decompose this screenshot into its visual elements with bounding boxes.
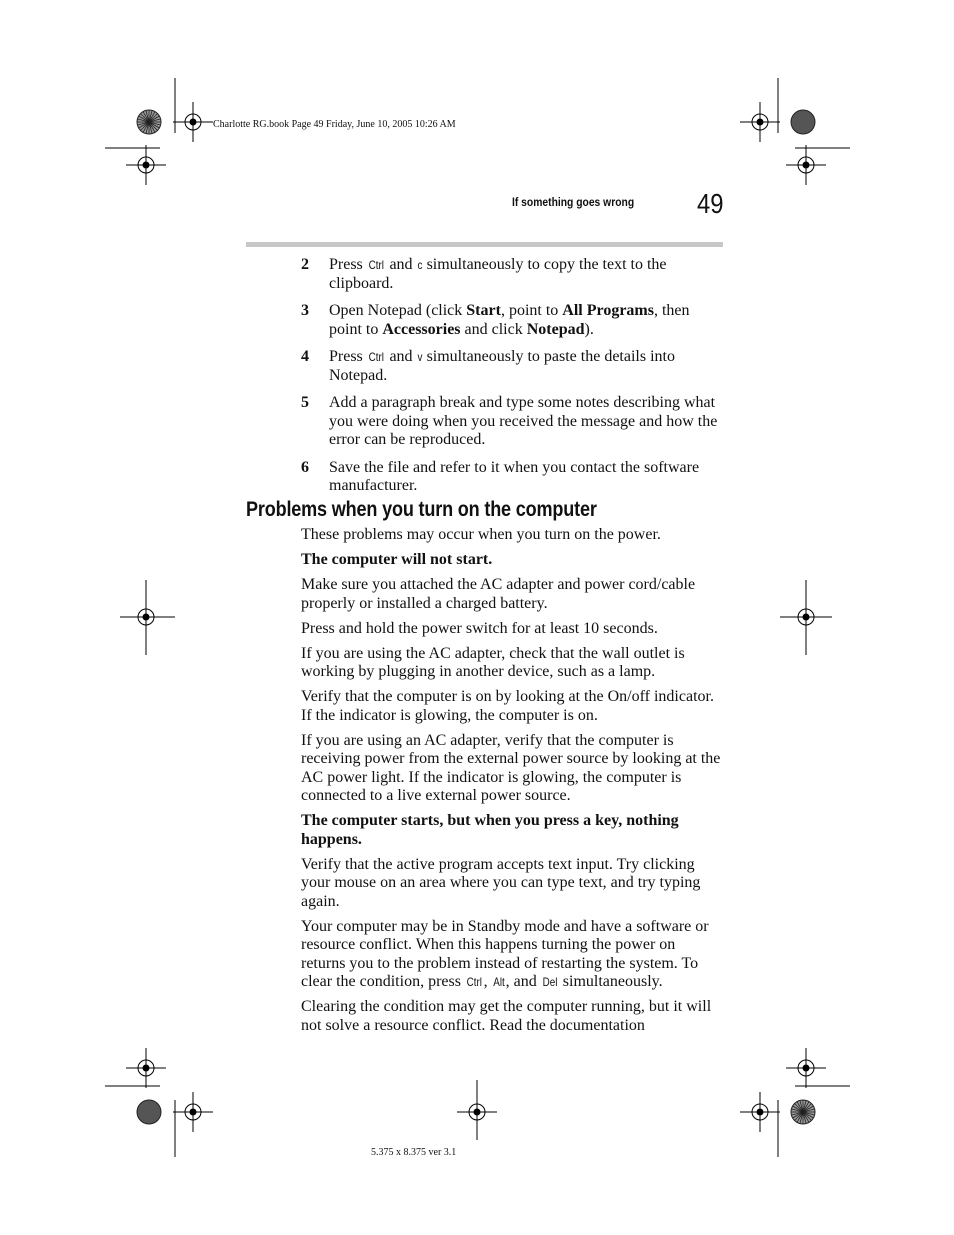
step-item xyxy=(301,459,723,496)
key-name: Ctrl xyxy=(368,350,384,364)
step-number: 3 xyxy=(301,302,309,319)
book-slug: Charlotte RG.book Page 49 Friday, June 10, 2005 10:26 AM xyxy=(213,119,456,130)
step-number: 4 xyxy=(301,348,309,365)
step-item xyxy=(301,394,723,450)
key-name: v xyxy=(417,350,423,364)
color-target-solid xyxy=(791,110,815,134)
registration-crosshair xyxy=(126,145,166,185)
step-item xyxy=(301,302,723,339)
running-header: If something goes wrong xyxy=(512,195,635,209)
key-name: Ctrl xyxy=(368,258,384,272)
registration-crosshair xyxy=(786,1048,826,1088)
step-text: Open Notepad (click Start, point to All Programs, then point to Accessories and click Notepad). xyxy=(329,302,690,338)
key-name: Del xyxy=(542,975,558,989)
section-heading: Problems when you turn on the computer xyxy=(246,498,597,521)
paragraph: If you are using an AC adapter, verify that the computer is receiving power from the external power source by looking at the AC power light. If the indicator is glowing, the computer is connected to a live external power source. xyxy=(301,731,721,804)
step-number: 2 xyxy=(301,256,309,273)
step-number: 6 xyxy=(301,458,309,476)
section-body xyxy=(301,526,723,1042)
trim-size-footer: 5.375 x 8.375 ver 3.1 xyxy=(371,1147,457,1158)
paragraph: These problems may occur when you turn on the power. xyxy=(301,526,661,543)
step-text: Add a paragraph break and type some notes describing what you were doing when you received the message and how the error can be reproduced. xyxy=(329,394,718,448)
step-text: Press Ctrl and c simultaneously to copy the text to the clipboard. xyxy=(329,256,667,292)
registration-crosshair xyxy=(173,102,213,142)
color-target-starburst xyxy=(791,1100,815,1124)
color-target-solid xyxy=(137,1100,161,1124)
paragraph: Clearing the condition may get the computer running, but it will not solve a resource conflict. Read the documentation xyxy=(301,998,712,1034)
problem-statement: The computer starts, but when you press a key, nothing happens. xyxy=(301,812,679,848)
registration-crosshair xyxy=(740,102,780,142)
ui-term: Start xyxy=(466,302,501,319)
paragraph: Make sure you attached the AC adapter and power cord/cable properly or installed a charged battery. xyxy=(301,576,696,612)
color-target-starburst xyxy=(137,110,161,134)
step-text: Press Ctrl and v simultaneously to paste the details into Notepad. xyxy=(329,348,675,384)
step-number: 5 xyxy=(301,394,309,411)
page-number: 49 xyxy=(697,188,724,219)
paragraph: Your computer may be in Standby mode and have a software or resource conflict. When this happens turning the power on returns you to the problem instead of restarting the system. To clear the condition, press Ctrl , Alt, and Del simultaneously. xyxy=(301,917,709,990)
registration-crosshair xyxy=(740,1092,780,1132)
registration-crosshair xyxy=(786,145,826,185)
problem-statement: The computer will not start. xyxy=(301,551,493,568)
numbered-steps xyxy=(301,256,723,505)
header-rule xyxy=(246,242,723,247)
paragraph: Verify that the active program accepts text input. Try clicking your mouse on an area where you can type text, and try typing again. xyxy=(301,855,701,910)
ui-term: Notepad xyxy=(526,320,585,338)
ui-term: All Programs xyxy=(562,302,654,319)
step-item xyxy=(301,256,723,293)
key-name: Alt xyxy=(492,975,505,989)
key-name: c xyxy=(417,258,423,272)
paragraph: Verify that the computer is on by looking at the On/off indicator. If the indicator is glowing, the computer is on. xyxy=(301,688,714,724)
registration-crosshair xyxy=(126,1048,166,1088)
step-text: Save the file and refer to it when you contact the software manufacturer. xyxy=(329,458,700,494)
ui-term: Accessories xyxy=(382,320,461,338)
paragraph: If you are using the AC adapter, check that the wall outlet is working by plugging in another device, such as a lamp. xyxy=(301,644,685,680)
paragraph: Press and hold the power switch for at least 10 seconds. xyxy=(301,619,658,637)
key-name: Ctrl xyxy=(466,975,482,989)
registration-crosshair xyxy=(173,1092,213,1132)
step-item xyxy=(301,348,723,385)
